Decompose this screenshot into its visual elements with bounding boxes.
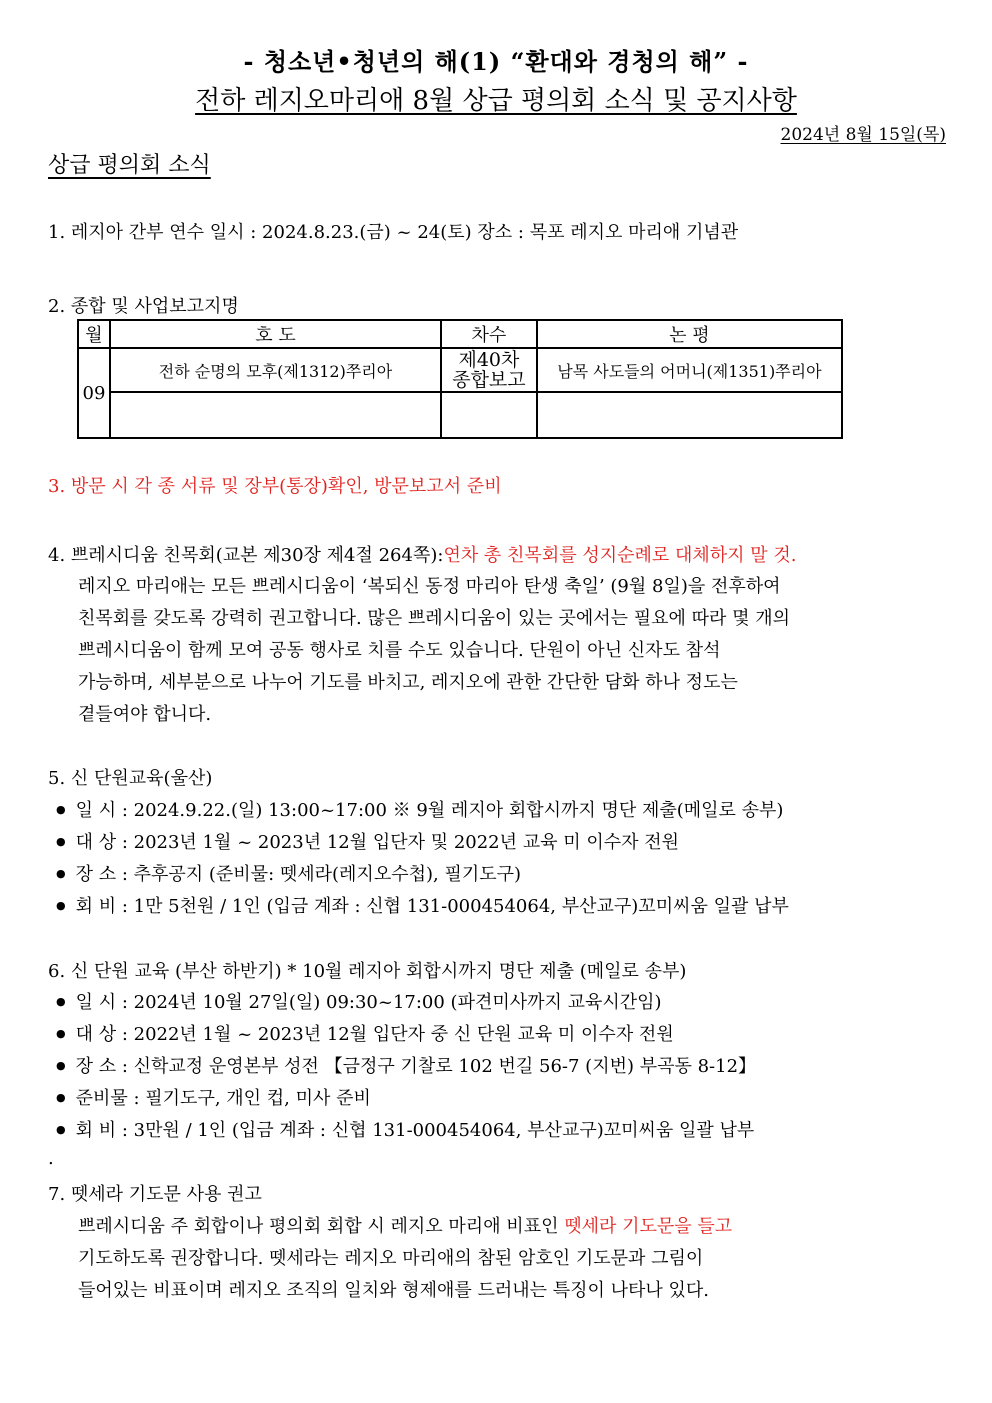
table-cell-chasu — [441, 348, 537, 392]
table-row — [78, 348, 842, 392]
item-4-line: 쁘레시디움이 함께 모여 공동 행사로 치를 수도 있습니다. 단원이 아닌 신자도 참석 — [78, 640, 721, 661]
item-4-line: 친목회를 갖도록 강력히 권고합니다. 많은 쁘레시디움이 있는 곳에서는 필요에 따라 몇 개의 — [78, 608, 791, 629]
item-5-bullet: ● 대 상 : 2023년 1월 ~ 2023년 12월 입단자 및 2022년 교육 미 이수자 전원 — [56, 828, 679, 854]
item-6-bullet: ● 대 상 : 2022년 1월 ~ 2023년 12월 입단자 중 신 단원 교육 미 이수자 전원 — [56, 1020, 674, 1046]
chasu-line-1: 제40차 — [458, 349, 520, 371]
item-3 — [48, 472, 502, 498]
item-7-line-1-text: 쁘레시디움 주 회합이나 평의회 회합 시 레지오 마리애 비표인 — [78, 1216, 565, 1237]
table-cell-empty — [537, 392, 842, 438]
table-header: 차수 — [441, 320, 537, 348]
item-4-line: 곁들여야 합니다. — [78, 704, 212, 725]
item-4-line: 가능하며, 세부분으로 나누어 기도를 바치고, 레지오에 관한 간단한 담화 하나 정도는 — [78, 672, 738, 693]
table-header: 월 — [78, 320, 110, 348]
table-cell-month: 09 — [78, 348, 110, 438]
item-4-head-red: 연차 총 친목회를 성지순례로 대체하지 말 것. — [443, 545, 797, 566]
table-header-row — [78, 320, 842, 348]
item-4-head — [48, 541, 796, 567]
item-1: 1. 레지아 간부 연수 일시 : 2024.8.23.(금) ~ 24(토) 장소 : 목포 레지오 마리애 기념관 — [48, 222, 739, 243]
report-table — [77, 319, 843, 439]
table-cell-empty — [110, 392, 441, 438]
document-title — [0, 80, 992, 117]
document-date: 2024년 8월 15일(목) — [780, 125, 946, 145]
item-7-title: 7. 뗏세라 기도문 사용 권고 — [48, 1184, 262, 1205]
table-cell-hodo: 전하 순명의 모후(제1312)쭈리아 — [110, 348, 441, 392]
table-header: 호 도 — [110, 320, 441, 348]
item-4-head-text: 4. 쁘레시디움 친목회(교본 제30장 제4절 264쪽): — [48, 545, 444, 566]
item-3-text: 3. 방문 시 각 종 서류 및 장부(통장)확인, 방문보고서 준비 — [48, 476, 502, 497]
item-6-title: 6. 신 단원 교육 (부산 하반기) * 10월 레지아 회합시까지 명단 제출 (메일로 송부) — [48, 961, 687, 982]
item-7-line-1-red: 뗏세라 기도문을 들고 — [564, 1216, 733, 1237]
item-7-line-1 — [78, 1212, 732, 1238]
item-2-title: 2. 종합 및 사업보고지명 — [48, 296, 239, 317]
document-title-text: 전하 레지오마리애 8월 상급 평의회 소식 및 공지사항 — [195, 86, 797, 116]
table-cell-nonpyeong: 남목 사도들의 어머니(제1351)쭈리아 — [537, 348, 842, 392]
item-5-title: 5. 신 단원교육(울산) — [48, 768, 213, 789]
item-6-bullet: ● 장 소 : 신학교정 운영본부 성전 【금정구 기찰로 102 번길 56-7 (지번) 부곡동 8-12】 — [56, 1052, 756, 1078]
item-4-line: 레지오 마리애는 모든 쁘레시디움이 ‘복되신 동정 마리아 탄생 축일’ (9월 8일)을 전후하여 — [78, 576, 781, 597]
table-cell-empty — [441, 392, 537, 438]
item-5-bullet: ● 회 비 : 1만 5천원 / 1인 (입금 계좌 : 신협 131-000454064, 부산교구)꼬미씨움 일괄 납부 — [56, 892, 789, 918]
stray-dot: . — [48, 1148, 54, 1169]
table-row — [78, 392, 842, 438]
section-title: 상급 평의회 소식 — [48, 153, 211, 178]
item-6-bullet: ● 일 시 : 2024년 10월 27일(일) 09:30~17:00 (파견미사까지 교육시간임) — [56, 988, 662, 1014]
item-5-bullet: ● 일 시 : 2024.9.22.(일) 13:00~17:00 ※ 9월 레지아 회합시까지 명단 제출(메일로 송부) — [56, 796, 783, 822]
banner-slogan: - 청소년•청년의 해(1) “환대와 경청의 해” - — [243, 47, 749, 76]
item-7-line-3: 들어있는 비표이며 레지오 조직의 일치와 형제애를 드러내는 특징이 나타나 있다. — [78, 1280, 710, 1301]
item-6-bullet: ● 회 비 : 3만원 / 1인 (입금 계좌 : 신협 131-000454064, 부산교구)꼬미씨움 일괄 납부 — [56, 1116, 754, 1142]
item-5-bullet: ● 장 소 : 추후공지 (준비물: 뗏세라(레지오수첩), 필기도구) — [56, 860, 521, 886]
item-6-bullet: ● 준비물 : 필기도구, 개인 컵, 미사 준비 — [56, 1084, 371, 1110]
chasu-line-2: 종합보고 — [452, 369, 526, 391]
item-7-line-2: 기도하도록 권장합니다. 뗏세라는 레지오 마리애의 참된 암호인 기도문과 그림이 — [78, 1248, 704, 1269]
table-header: 논 평 — [537, 320, 842, 348]
